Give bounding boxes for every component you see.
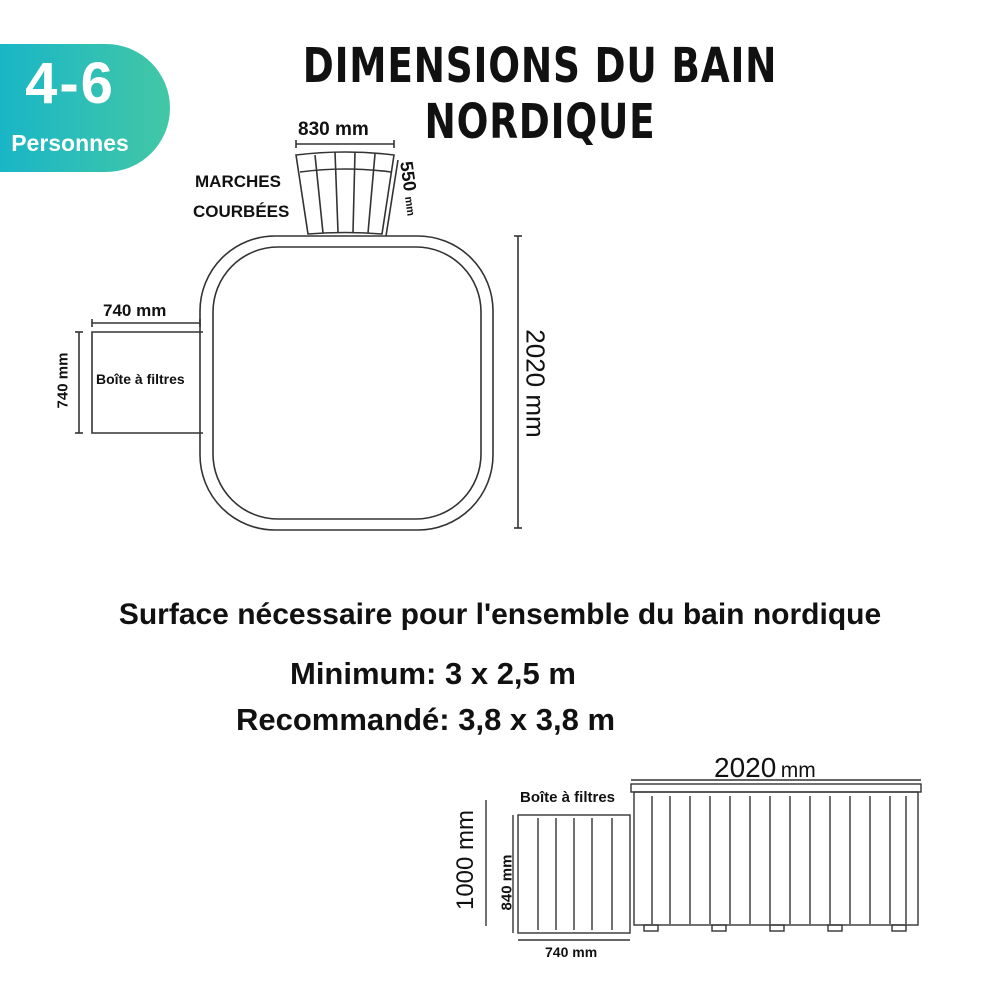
- steps-label-line1: MARCHES: [195, 172, 281, 191]
- filter-box-label: Boîte à filtres: [96, 371, 185, 387]
- surface-minimum: Minimum: 3 x 2,5 m: [290, 656, 576, 691]
- persons-label: Personnes: [11, 130, 129, 156]
- side-filter-box-label: Boîte à filtres: [520, 789, 616, 806]
- persons-count: 4-6: [25, 51, 115, 116]
- side-tub-length-label: 2020 mm: [714, 752, 816, 783]
- tub-inner-outline: [213, 247, 481, 519]
- steps-width-label: 830 mm: [298, 119, 369, 140]
- side-filter-width-label: 740 mm: [545, 944, 598, 960]
- surface-heading: Surface nécessaire pour l'ensemble du bain nordique: [118, 598, 882, 631]
- curved-steps-top-view: [296, 152, 394, 234]
- filter-width-label: 740 mm: [103, 301, 167, 320]
- steps-label-line2: COURBÉES: [193, 202, 290, 221]
- page-title: DIMENSIONS DU BAIN NORDIQUE: [302, 38, 778, 150]
- filter-box-side-view: [518, 815, 630, 933]
- tub-side-view: [631, 784, 921, 931]
- total-height-label: 1000 mm: [452, 809, 479, 911]
- surface-recommended: Recommandé: 3,8 x 3,8 m: [236, 702, 616, 737]
- filter-height-label: 840 mm: [498, 854, 516, 911]
- filter-depth-label: 740 mm: [54, 352, 72, 409]
- tub-length-label: 2020 mm: [520, 329, 551, 438]
- tub-outer-outline: [200, 236, 493, 530]
- steps-depth-label: 550 mm: [396, 159, 421, 217]
